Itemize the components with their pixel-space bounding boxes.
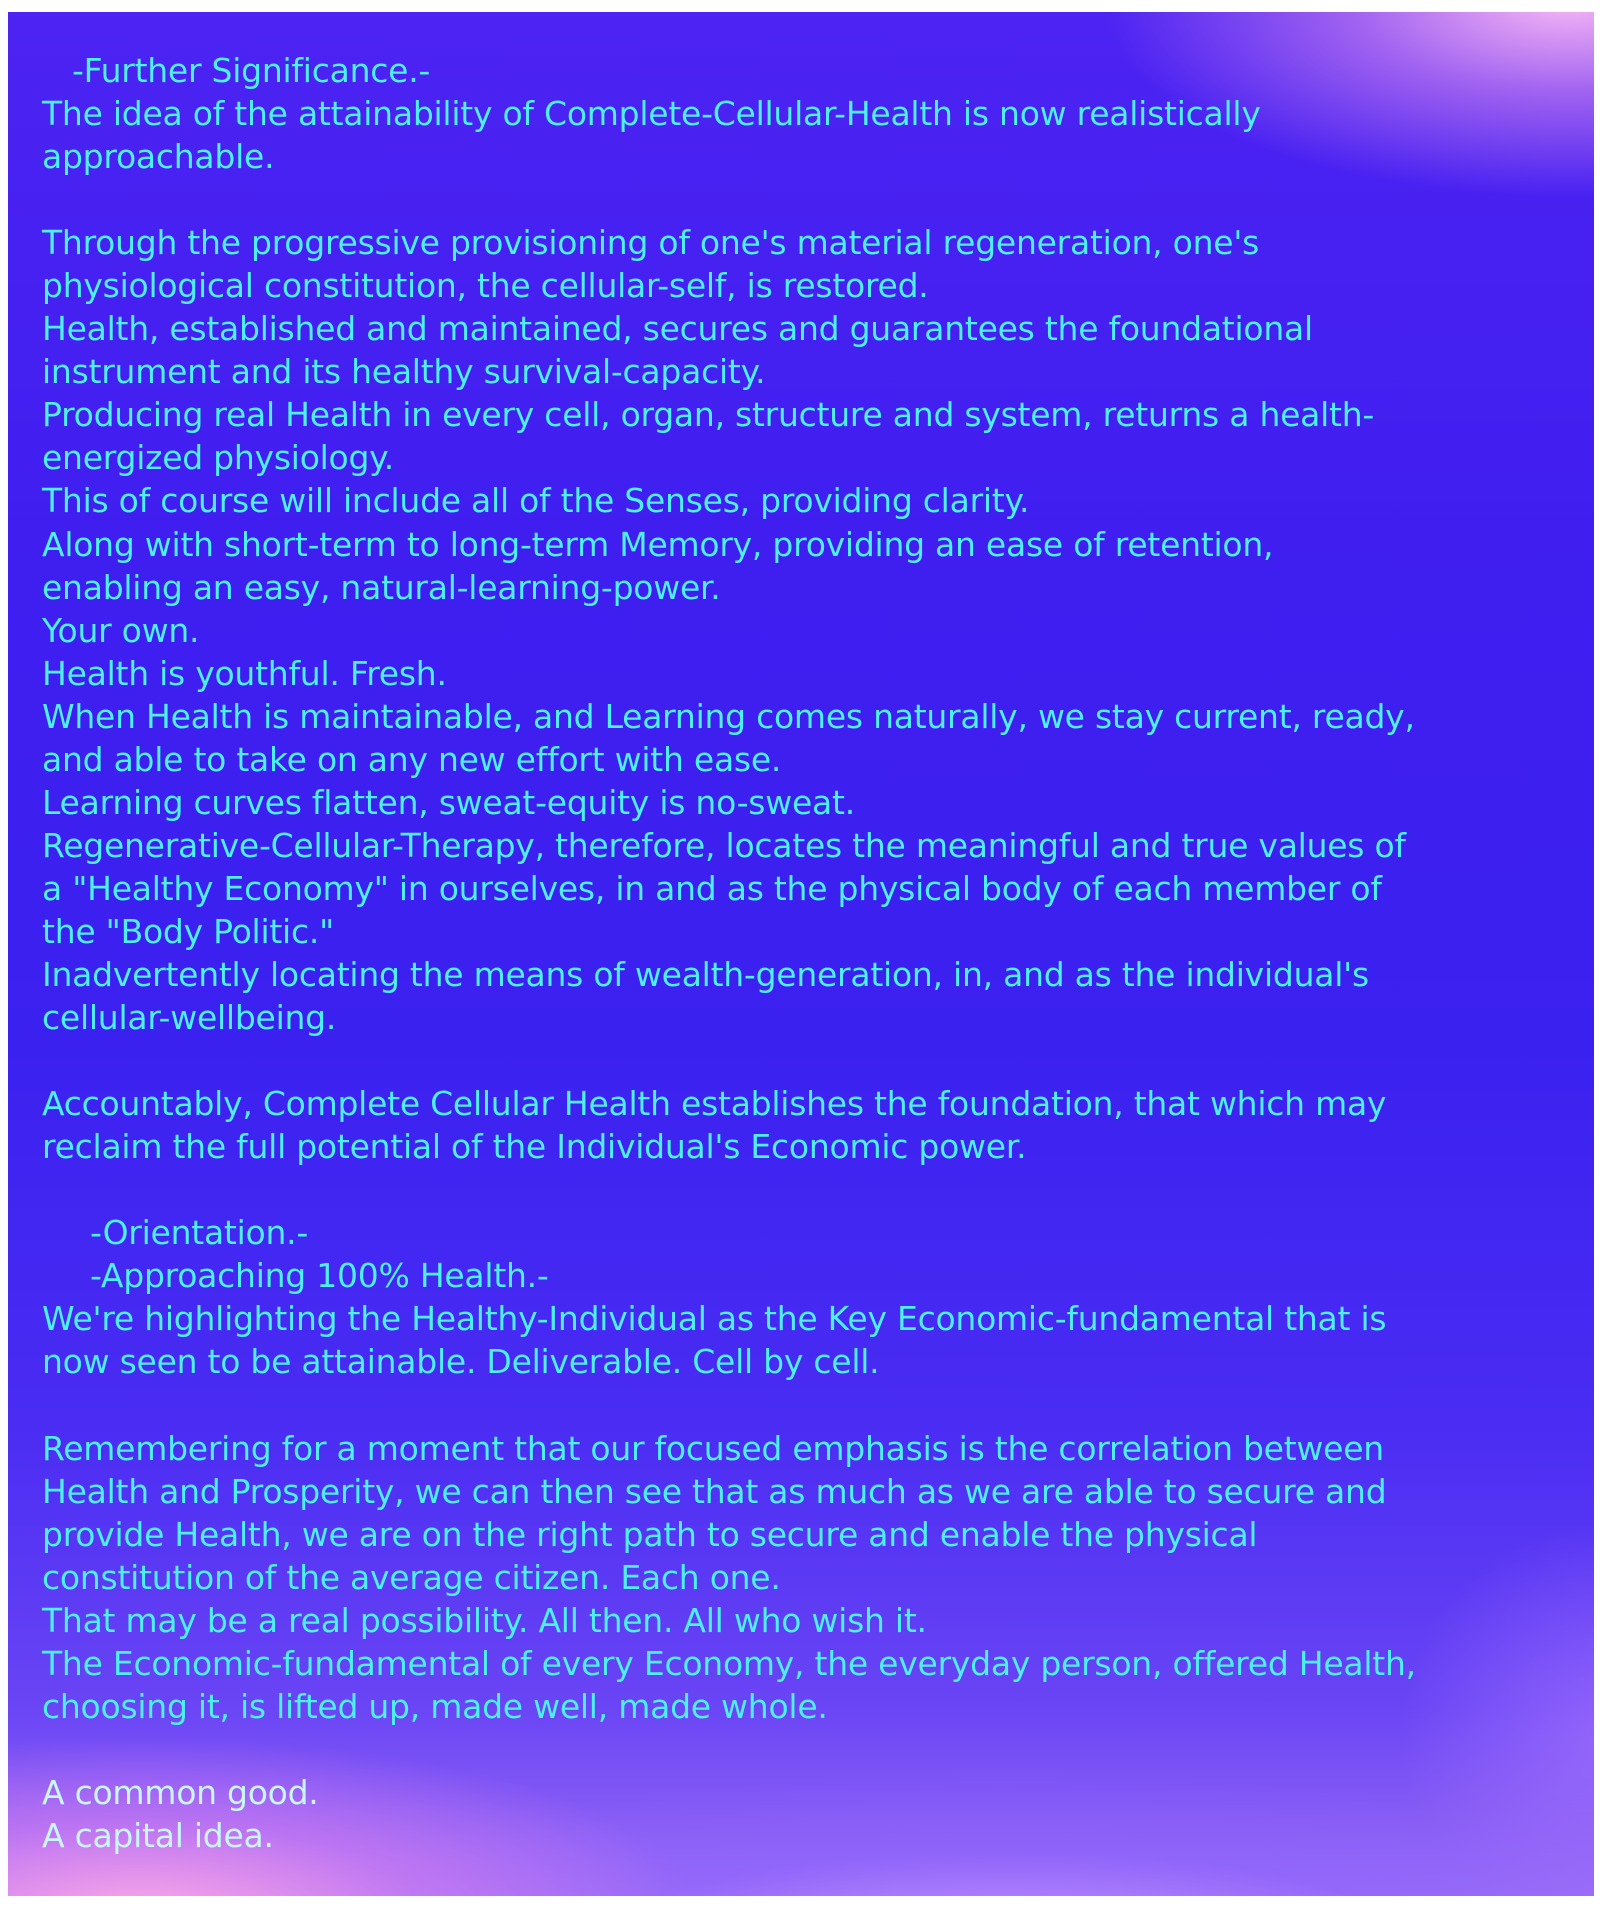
text-line: The Economic-fundamental of every Economy, the everyday person, offered Health, <box>42 1643 1416 1683</box>
text-line: a "Healthy Economy" in ourselves, in and as the physical body of each member of <box>42 868 1382 908</box>
section-heading-further-significance: -Further Significance.- <box>72 51 431 90</box>
text-line: This of course will include all of the Senses, providing clarity. <box>42 481 1030 521</box>
text-line: That may be a real possibility. All then. All who wish it. <box>42 1600 927 1640</box>
text-line: Regenerative-Cellular-Therapy, therefore, locates the meaningful and true values of <box>42 825 1406 865</box>
text-line: Health and Prosperity, we can then see that as much as we are able to secure and <box>42 1471 1387 1511</box>
text-line: choosing it, is lifted up, made well, made whole. <box>42 1686 828 1726</box>
section-heading-approaching-health: -Approaching 100% Health.- <box>90 1256 549 1296</box>
text-line: instrument and its healthy survival-capacity. <box>42 352 766 392</box>
text-line: cellular-wellbeing. <box>42 998 337 1038</box>
text-line: Accountably, Complete Cellular Health establishes the foundation, that which may <box>42 1084 1387 1124</box>
paragraph-spacer <box>42 1728 1582 1771</box>
paragraph-spacer <box>42 178 1582 221</box>
page-background <box>8 12 1594 1896</box>
text-line: now seen to be attainable. Deliverable. Cell by cell. <box>42 1342 880 1382</box>
text-line: We're highlighting the Healthy-Individual as the Key Economic-fundamental that is <box>42 1299 1387 1339</box>
paragraph-spacer <box>42 1168 1582 1211</box>
text-line: Your own. <box>42 610 200 650</box>
closing-line: A capital idea. <box>42 1815 274 1855</box>
paragraph-spacer <box>42 1039 1582 1082</box>
document-body <box>42 49 1582 1857</box>
text-line: Inadvertently locating the means of wealth-generation, in, and as the individual's <box>42 954 1369 994</box>
closing-line: A common good. <box>42 1772 319 1812</box>
text-line: Along with short-term to long-term Memory, providing an ease of retention, <box>42 524 1274 564</box>
text-line: reclaim the full potential of the Individual's Economic power. <box>42 1127 1027 1167</box>
text-line: Remembering for a moment that our focused emphasis is the correlation between <box>42 1428 1384 1468</box>
text-line: the "Body Politic." <box>42 911 335 951</box>
text-line: and able to take on any new effort with ease. <box>42 739 782 779</box>
text-line: When Health is maintainable, and Learning comes naturally, we stay current, ready, <box>42 696 1415 736</box>
text-line: energized physiology. <box>42 438 394 478</box>
text-line: Learning curves flatten, sweat-equity is no-sweat. <box>42 782 855 822</box>
text-line: enabling an easy, natural-learning-power. <box>42 567 721 607</box>
section-heading-orientation: -Orientation.- <box>90 1213 309 1253</box>
paragraph-spacer <box>42 1383 1582 1426</box>
text-line: Health, established and maintained, secures and guarantees the foundational <box>42 309 1313 349</box>
text-line: approachable. <box>42 137 275 177</box>
text-line: provide Health, we are on the right path to secure and enable the physical <box>42 1514 1258 1554</box>
text-line: physiological constitution, the cellular-self, is restored. <box>42 266 929 306</box>
text-line: Through the progressive provisioning of one's material regeneration, one's <box>42 223 1260 263</box>
text-line: constitution of the average citizen. Each one. <box>42 1557 781 1597</box>
text-line: Producing real Health in every cell, organ, structure and system, returns a health- <box>42 395 1375 435</box>
text-line: The idea of the attainability of Complete-Cellular-Health is now realistically <box>42 94 1261 134</box>
text-line: Health is youthful. Fresh. <box>42 653 447 693</box>
